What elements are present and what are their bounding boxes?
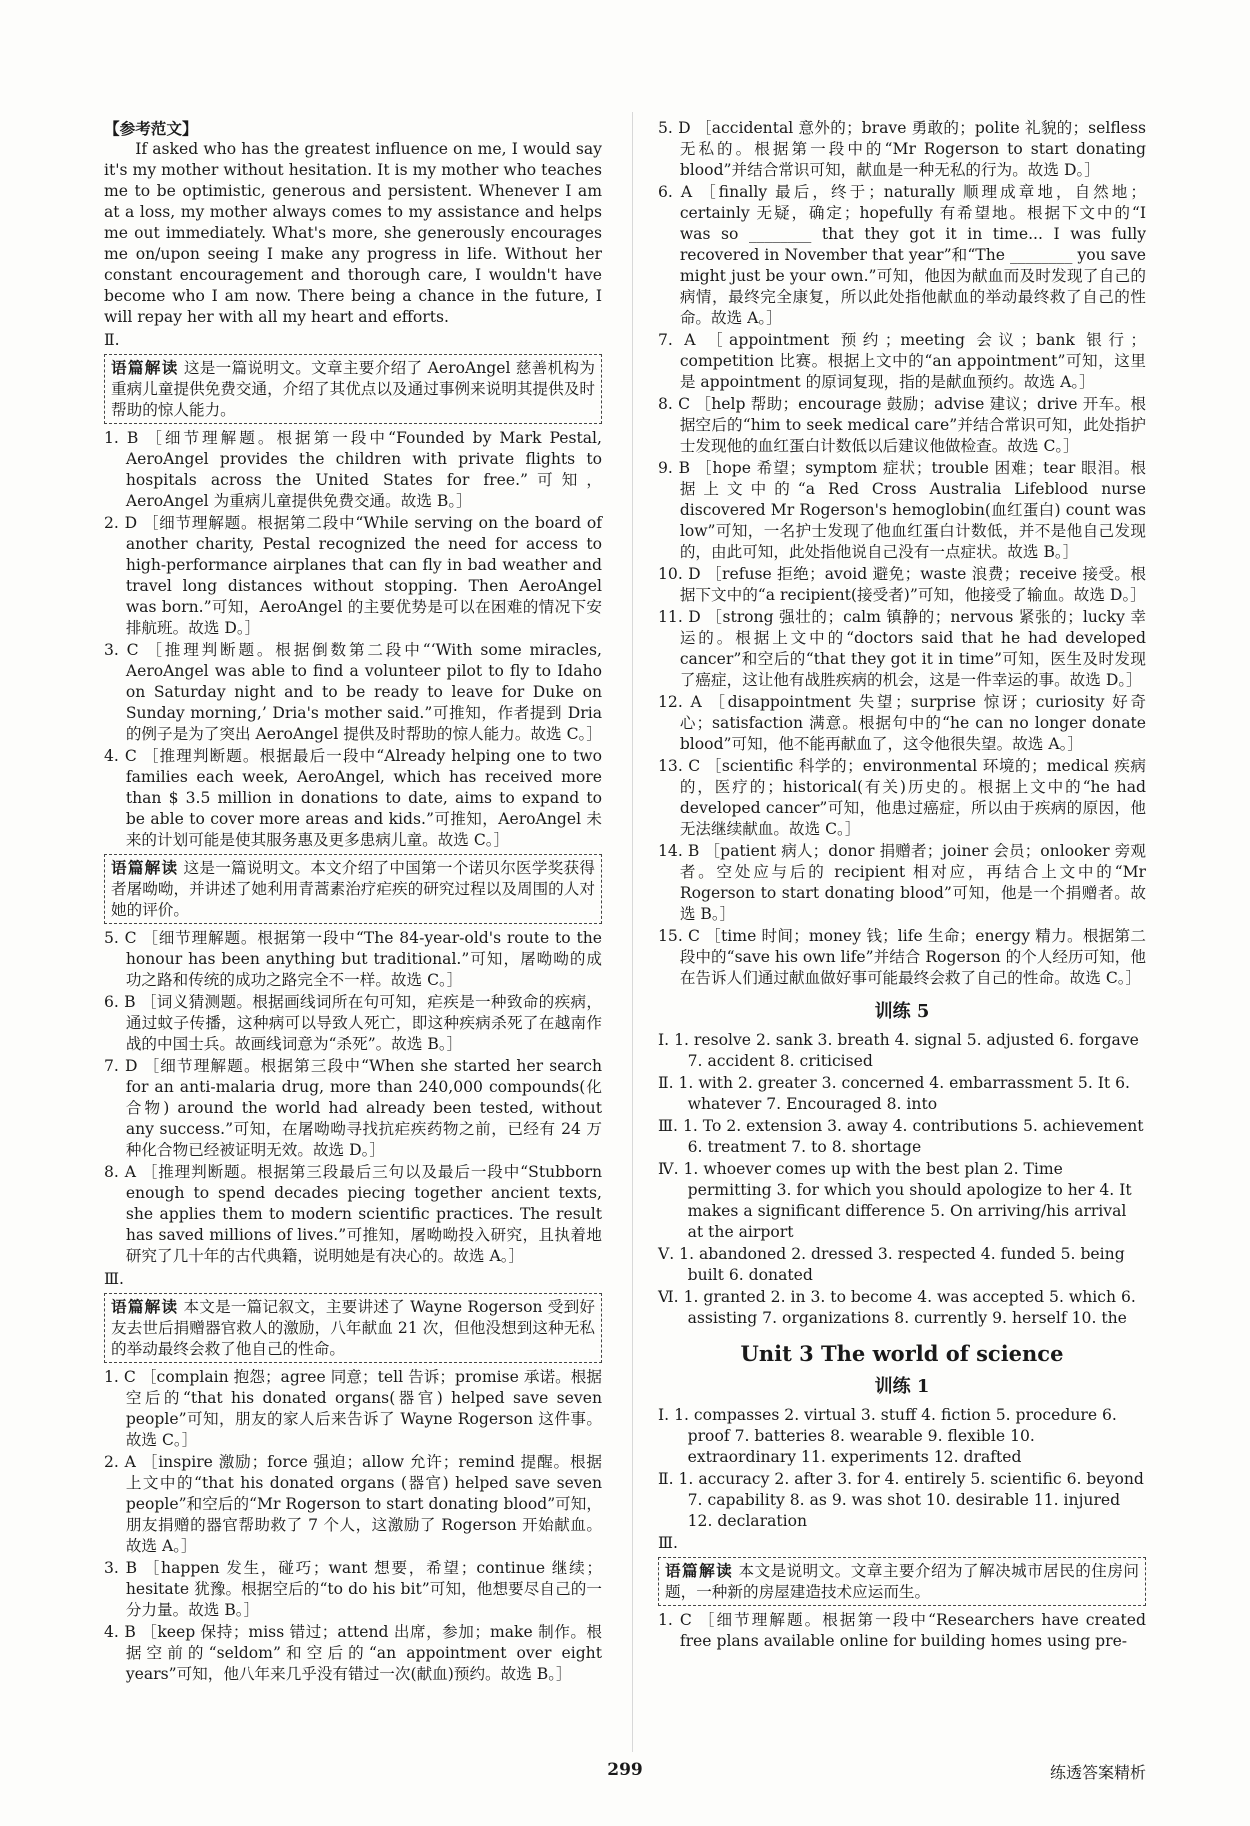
left-column (104, 118, 602, 1686)
box-label: 语篇解读 (111, 858, 179, 877)
box-label: 语篇解读 (665, 1561, 734, 1580)
unit3-answers: Ⅱ. 1. accuracy 2. after 3. for 4. entirely 5. scientific 6. beyond 7. capability 8. as 9. was shot 10. desirable 11. injured 12. declaration (658, 1470, 1144, 1530)
training-5-heading: 训练 5 (874, 1001, 930, 1022)
answer-item: 8. C ［help 帮助；encourage 鼓励；advise 建议；drive 开车。根据空后的“him to seek medical care”并结合常识可知，此处指护士发现他的血红蛋白计数低以后建议他做检查。故选 C。］ (658, 395, 1146, 455)
answer-item: 15. C ［time 时间；money 钱；life 生命；energy 精力。根据第二段中的“save his own life”并结合 Rogerson 的个人经历可知，他在告诉人们通过献血做好事可能最终会救了自己的性命。故选 C。］ (658, 927, 1146, 987)
unit3-answers: Ⅰ. 1. compasses 2. virtual 3. stuff 4. fiction 5. procedure 6. proof 7. batteries 8. wearable 9. flexible 10. extraordinary 11. experiments 12. drafted (658, 1406, 1117, 1466)
answer-item: 1. C ［细节理解题。根据第一段中“Researchers have created free plans available online for building homes using pre- (658, 1611, 1146, 1650)
box-text: 这是一篇说明文。本文介绍了中国第一个诺贝尔医学奖获得者屠呦呦，并讲述了她利用青蒿素治疗疟疾的研究过程以及周围的人对她的评价。 (111, 859, 595, 919)
answer-item: 2. A ［inspire 激励；force 强迫；allow 允许；remind 提醒。根据上文中的“that his donated organs (器官) helped save seven people”和空后的“Mr Rogerson to start donating blood”可知，朋友捐赠的器官帮助救了 7 个人，这激励了 Rogerson 开始献血。故选 A。］ (104, 1453, 602, 1555)
answer-item: 6. B ［词义猜测题。根据画线词所在句可知，疟疾是一种致命的疾病，通过蚊子传播，这种病可以导致人死亡，即这种疾病杀死了在越南作战的中国士兵。故画线词意为“杀死”。故选 B。］ (104, 993, 602, 1053)
reference-title: 【参考范文】 (104, 119, 198, 138)
box-text: 本文是说明文。文章主要介绍为了解决城市居民的住房问题，一种新的房屋建造技术应运而生。 (665, 1562, 1139, 1601)
passage-analysis-box-1 (104, 354, 602, 424)
answer-item: 6. A ［finally 最后，终于；naturally 顺理成章地，自然地；certainly 无疑，确定；hopefully 有希望地。根据下文中的“I was so ________ that they got it in time... I was fully recovered in November that year”和“The ________ you save might just be your own.”可知，他因为献血而及时发现了自己的病情，最终完全康复，所以此处指他献血的举动最终救了自己的性命。故选 A。］ (658, 183, 1146, 327)
training-5-answers: Ⅰ. 1. resolve 2. sank 3. breath 4. signal 5. adjusted 6. forgave 7. accident 8. criticised (658, 1031, 1139, 1070)
training-5-answers: Ⅴ. 1. abandoned 2. dressed 3. respected 4. funded 5. being built 6. donated (658, 1245, 1125, 1284)
footer-label: 练透答案精析 (1049, 1763, 1146, 1782)
answer-item: 1. B ［细节理解题。根据第一段中“Founded by Mark Pestal, AeroAngel provides the children with private flights to hospitals across the United States for free.”可知，AeroAngel 为重病儿童提供免费交通。故选 B。］ (104, 429, 602, 510)
answer-item: 5. D ［accidental 意外的；brave 勇敢的；polite 礼貌的；selfless 无私的。根据第一段中的“Mr Rogerson to start donating blood”并结合常识可知，献血是一种无私的行为。故选 D。］ (658, 119, 1146, 179)
passage-analysis-box-4 (658, 1557, 1146, 1606)
right-column (658, 118, 1146, 1653)
section-2-heading: Ⅱ. (104, 331, 120, 349)
answer-item: 4. B ［keep 保持；miss 错过；attend 出席，参加；make 制作。根据空前的“seldom”和空后的“an appointment over eight years”可知，他八年来几乎没有错过一次(献血)预约。故选 B。］ (104, 1623, 602, 1683)
passage-analysis-box-3 (104, 1293, 602, 1363)
answer-item: 12. A ［disappointment 失望；surprise 惊讶；curiosity 好奇心；satisfaction 满意。根据句中的“he can no longer donate blood”可知，他不能再献血了，这令他很失望。故选 A。］ (658, 693, 1146, 753)
training-5-answers: Ⅲ. 1. To 2. extension 3. away 4. contributions 5. achievement 6. treatment 7. to 8. shortage (658, 1117, 1144, 1156)
answer-item: 9. B ［hope 希望；symptom 症状；trouble 困难；tear 眼泪。根据上文中的“a Red Cross Australia Lifeblood nurse discovered Mr Rogerson's hemoglobin(血红蛋白) count was low”可知，一名护士发现了他血红蛋白计数低，并不是他自己发现的，由此可知，此处指他说自己没有一点症状。故选 B。］ (658, 459, 1146, 561)
answer-item: 1. C ［complain 抱怨；agree 同意；tell 告诉；promise 承诺。根据空后的“that his donated organs(器官) helped save seven people”可知，朋友的家人后来告诉了 Wayne Rogerson 这件事。故选 C。］ (104, 1368, 602, 1449)
answer-item: 3. C ［推理判断题。根据倒数第二段中“‘With some miracles, AeroAngel was able to find a volunteer pilot to fly to Idaho on Saturday night and to be ready to leave for Duke on Sunday morning,’ Dria's mother said.”可推知，作者提到 Dria 的例子是为了突出 AeroAngel 提供及时帮助的惊人能力。故选 C。］ (104, 641, 602, 743)
training-5-answers: Ⅵ. 1. granted 2. in 3. to become 4. was accepted 5. which 6. assisting 7. organizations 8. currently 9. herself 10. the (658, 1288, 1136, 1327)
answer-item: 3. B ［happen 发生，碰巧；want 想要，希望；continue 继续；hesitate 犹豫。根据空后的“to do his bit”可知，他想要尽自己的一分力量。故选 B。］ (104, 1559, 602, 1619)
section-3-heading: Ⅲ. (104, 1270, 124, 1288)
answer-item: 4. C ［推理判断题。根据最后一段中“Already helping one to two families each week, AeroAngel, which has received more than $ 3.5 million in donations to date, aims to expand to be able to cover more areas and kids.”可推知，AeroAngel 未来的计划可能是使其服务惠及更多患病儿童。故选 C。］ (104, 747, 602, 849)
model-essay: If asked who has the greatest influence on me, I would say it's my mother without hesitation. It is my mother who teaches me to be optimistic, generous and persistent. Whenever I am at a loss, my mother always comes to my assistance and helps me out immediately. What's more, she generously encourages me on/upon seeing I make any progress in life. Without her constant encouragement and thorough care, I wouldn't have become who I am now. There being a chance in the future, I will repay her with all my heart and efforts. (104, 140, 602, 326)
column-divider (632, 112, 633, 1752)
answer-item: 14. B ［patient 病人；donor 捐赠者；joiner 会员；onlooker 旁观者。空处应与后的 recipient 相对应，再结合上文中的“Mr Rogerson to start donating blood”可知，他是一个捐赠者。故选 B。］ (658, 842, 1146, 923)
training-5-answers: Ⅳ. 1. whoever comes up with the best plan 2. Time permitting 3. for which you should apologize to her 4. It makes a significant difference 5. On arriving/his arrival at the airport (658, 1160, 1132, 1241)
answer-item: 8. A ［推理判断题。根据第三段最后三句以及最后一段中“Stubborn enough to spend decades piecing together ancient texts, she applies them to modern scientific practices. The result has saved millions of lives.”可推知，屠呦呦投入研究，且执着地研究了几十年的古代典籍，说明她是有决心的。故选 A。］ (104, 1163, 602, 1265)
answer-item: 10. D ［refuse 拒绝；avoid 避免；waste 浪费；receive 接受。根据下文中的“a recipient(接受者)”可知，他接受了输血。故选 D。］ (658, 565, 1146, 604)
answer-item: 7. A ［appointment 预约；meeting 会议；bank 银行；competition 比赛。根据上文中的“an appointment”可知，这里是 appointment 的原词复现，指的是献血预约。故选 A。］ (658, 331, 1146, 391)
box-label: 语篇解读 (111, 1297, 179, 1316)
box-text: 这是一篇说明文。文章主要介绍了 AeroAngel 慈善机构为重病儿童提供免费交通，介绍了其优点以及通过事例来说明其提供及时帮助的惊人能力。 (111, 359, 595, 419)
answer-item: 2. D ［细节理解题。根据第二段中“While serving on the board of another charity, Pestal recognized the need for access to high-performance airplanes that can fly in bad weather and travel long distances without stopping. Then AeroAngel was born.”可知，AeroAngel 的主要优势是可以在困难的情况下安排航班。故选 D。］ (104, 514, 602, 637)
page-number: 299 (607, 1760, 643, 1780)
answer-item: 13. C ［scientific 科学的；environmental 环境的；medical 疾病的，医疗的；historical(有关)历史的。根据上文中的“he had developed cancer”可知，他患过癌症，所以由于疾病的原因，他无法继续献血。故选 C。］ (658, 757, 1146, 838)
training-5-answers: Ⅱ. 1. with 2. greater 3. concerned 4. embarrassment 5. It 6. whatever 7. Encouraged 8. into (658, 1074, 1130, 1113)
answer-item: 5. C ［细节理解题。根据第一段中“The 84-year-old's route to the honour has been anything but traditional.”可知，屠呦呦的成功之路和传统的成功之路完全不一样。故选 C。］ (104, 929, 602, 989)
answer-item: 11. D ［strong 强壮的；calm 镇静的；nervous 紧张的；lucky 幸运的。根据上文中的“doctors said that he had developed cancer”和空后的“that they got it in time”可知，医生及时发现了癌症，这让他有战胜疾病的机会，这是一件幸运的事。故选 D。］ (658, 608, 1146, 689)
passage-analysis-box-2 (104, 854, 602, 924)
training-1-heading: 训练 1 (874, 1376, 930, 1397)
unit3-answers: Ⅲ. (658, 1534, 678, 1552)
box-text: 本文是一篇记叙文，主要讲述了 Wayne Rogerson 受到好友去世后捐赠器官救人的激励，八年献血 21 次，但他没想到这种无私的举动最终会救了他自己的性命。 (111, 1298, 595, 1358)
answer-item: 7. D ［细节理解题。根据第三段中“When she started her search for an anti-malaria drug, more than 240,000 compounds(化合物) around the world had already been tested, without any success.”可知，在屠呦呦寻找抗疟疾药物之前，已经有 24 万种化合物已经被证明无效。故选 D。］ (104, 1057, 602, 1159)
unit-title: Unit 3 The world of science (740, 1341, 1064, 1366)
box-label: 语篇解读 (111, 358, 179, 377)
